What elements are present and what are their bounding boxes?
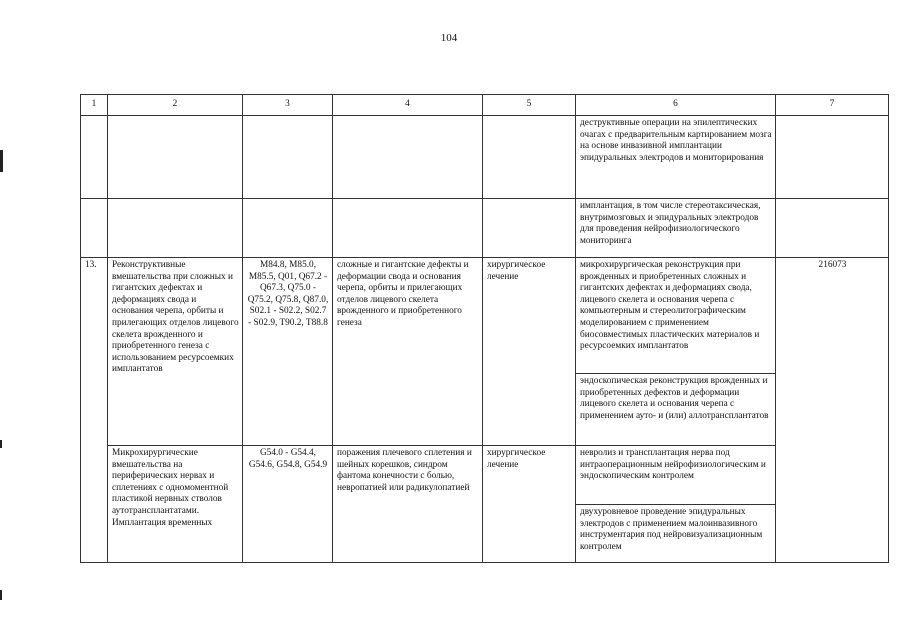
table-cell xyxy=(108,199,243,258)
method-cell: эндоскопическая реконструкция врожденных и приобретенных дефектов и деформации лицевого скелета и основания черепа с применением ауто- и (или) аллотрансплантатов xyxy=(576,374,776,446)
header-cell: 6 xyxy=(576,95,776,116)
method-cell: невролиз и трансплантация нерва под интраоперационным нейрофизиологическим и эндоскопическим контролем xyxy=(576,446,776,505)
table-row xyxy=(81,258,889,374)
table-cell xyxy=(333,116,483,199)
header-cell: 2 xyxy=(108,95,243,116)
table-cell xyxy=(108,116,243,199)
table-row xyxy=(81,116,889,199)
table-row xyxy=(81,199,889,258)
method-cell: имплантация, в том числе стереотаксическая, внутримозговых и эпидуральных электродов для проведения нейрофизиологического мониторинга xyxy=(576,199,776,258)
item-number: 13. xyxy=(81,258,108,563)
table-cell xyxy=(81,199,108,258)
scan-margin-mark xyxy=(0,590,2,600)
header-cell: 5 xyxy=(483,95,576,116)
header-cell: 4 xyxy=(333,95,483,116)
table-cell xyxy=(776,116,889,199)
diagnosis-codes: G54.0 - G54.4, G54.6, G54.8, G54.9 xyxy=(243,446,333,563)
patient-model: поражения плечевого сплетения и шейных корешков, синдром фантома конечности с болью, невропатией или радикулопатией xyxy=(333,446,483,563)
table-cell xyxy=(333,199,483,258)
method-cell: двухуровневое проведение эпидуральных электродов с применением малоинвазивного инструментария под нейровизуализационным контролем xyxy=(576,505,776,563)
treatment-type: хирургическое лечение xyxy=(483,258,576,446)
table-cell xyxy=(483,199,576,258)
page-number: 104 xyxy=(440,32,458,44)
price-value: 216073 xyxy=(776,258,889,563)
table-cell xyxy=(243,116,333,199)
treatment-type: хирургическое лечение xyxy=(483,446,576,563)
intervention-name: Реконструктивные вмешательства при сложных и гигантских дефектах и деформациях свода и основания черепа, орбиты и прилегающих отделов лицевого скелета врожденного и приобретенного генеза с использованием ресурсоемких имплантатов xyxy=(108,258,243,446)
scan-margin-mark xyxy=(0,150,3,172)
table-row xyxy=(81,446,889,505)
header-row xyxy=(81,95,889,116)
services-table xyxy=(80,94,889,563)
table-cell xyxy=(776,199,889,258)
method-cell: деструктивные операции на эпилептических очагах с предварительным картированием мозга на основе инвазивной имплантации эпидуральных электродов и мониторирования xyxy=(576,116,776,199)
scan-margin-mark xyxy=(0,440,2,448)
header-cell: 3 xyxy=(243,95,333,116)
table-cell xyxy=(483,116,576,199)
table-cell xyxy=(243,199,333,258)
method-cell: микрохирургическая реконструкция при врожденных и приобретенных сложных и гигантских дефектах и деформациях свода, лицевого скелета и основания черепа с компьютерным и стереолитографическим моделированием с применением биосовместимых пластических материалов и ресурсоемких имплантатов xyxy=(576,258,776,374)
header-cell: 1 xyxy=(81,95,108,116)
table-cell xyxy=(81,116,108,199)
header-cell: 7 xyxy=(776,95,889,116)
patient-model: сложные и гигантские дефекты и деформации свода и основания черепа, орбиты и прилегающих отделов лицевого скелета врожденного и приобретенного генеза xyxy=(333,258,483,446)
intervention-name: Микрохирургические вмешательства на периферических нервах и сплетениях с одномоментной пластикой нервных стволов аутотрансплантатами. Имплантация временных xyxy=(108,446,243,563)
diagnosis-codes: M84.8, M85.0, M85.5, Q01, Q67.2 - Q67.3, Q75.0 - Q75.2, Q75.8, Q87.0, S02.1 - S02.2, S02.7 - S02.9, T90.2, T88.8 xyxy=(243,258,333,446)
